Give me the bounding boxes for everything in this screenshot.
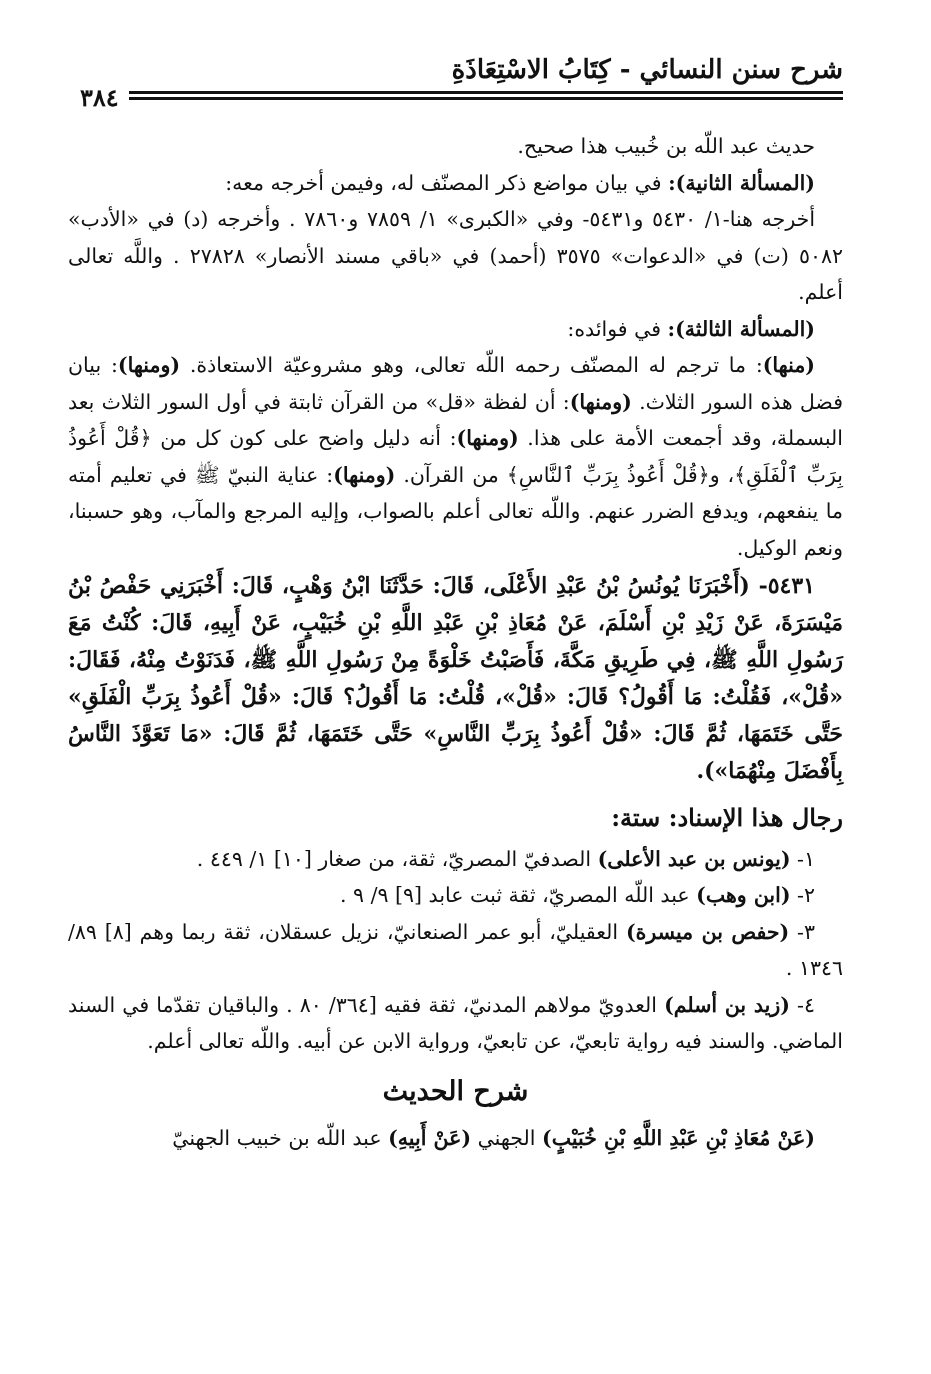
- hadith-text: ٥٤٣١- (أَخْبَرَنَا يُونُسُ بْنُ عَبْدِ الأَعْلَى، قَالَ: حَدَّثَنَا ابْنُ وَهْبٍ، قَالَ: أَخْبَرَنِي حَفْصُ بْنُ مَيْسَرَةَ، عَنْ زَيْدِ بْنِ أَسْلَمَ، عَنْ مُعَاذِ بْنِ عَبْدِ اللَّهِ بْنِ خُبَيْبٍ، عَنْ أَبِيهِ، قَالَ: كُنْتُ مَعَ رَسُولِ اللَّهِ ﷺ، فِي طَرِيقِ مَكَّةَ، فَأَصَبْتُ خَلْوَةً مِنْ رَسُولِ اللَّهِ ﷺ، فَدَنَوْتُ مِنْهُ، فَقَالَ: «قُلْ»، فَقُلْتُ: مَا أَقُولُ؟ قَالَ: «قُلْ»، قُلْتُ: مَا أَقُولُ؟ قَالَ: «قُلْ أَعُوذُ بِرَبِّ الْفَلَقِ» حَتَّى خَتَمَهَا، ثُمَّ قَالَ: «قُلْ أَعُوذُ بِرَبِّ النَّاسِ» حَتَّى خَتَمَهَا، ثُمَّ قَالَ: «مَا تَعَوَّذَ النَّاسُ بِأَفْضَلَ مِنْهُمَا»).: [68, 573, 844, 784]
- narrator-item: ١- (يونس بن عبد الأعلى) الصدفيّ المصريّ، ثقة، من صغار [١٠] ١/ ٤٤٩ .: [196, 846, 815, 871]
- paragraph-takhrij: أخرجه هنا-١/ ٥٤٣٠ و٥٤٣١- وفي «الكبرى» ١/ ٧٨٥٩ و٧٨٦٠ . وأخرجه (د) في «الأدب» ٥٠٨٢ (ت) في «الدعوات» ٣٥٧٥ (أحمد) في «باقي مسند الأنصار» ٢٧٨٢٨ . واللَّه تعالى أعلم.: [68, 207, 843, 304]
- page-header: [70, 55, 843, 112]
- issue-label: (المسألة الثانية):: [668, 170, 815, 195]
- sharh-heading: شرح الحديث: [382, 1075, 529, 1107]
- narrator-item: ٣- (حفص بن ميسرة) العقيليّ، أبو عمر الصنعانيّ، نزيل عسقلان، ثقة ربما وهم [٨] ٨٩/ ١٣٤٦ .: [68, 919, 843, 980]
- paragraph-hadith-grading: حديث عبد اللّه بن خُبيب هذا صحيح.: [517, 134, 815, 158]
- narrator-item: ٢- (ابن وهب) عبد اللّه المصريّ، ثقة ثبت عابد [٩] ٩/ ٩ .: [340, 883, 815, 907]
- sharh-first-line: (عَنْ مُعَاذِ بْنِ عَبْدِ اللَّهِ بْنِ خُبَيْبٍ) الجهني (عَنْ أَبِيهِ) عبد اللّه بن خبيب الجهنيّ: [172, 1126, 815, 1150]
- paragraph-second-issue: (المسألة الثانية): في بيان مواضع ذكر المصنّف له، وفيمن أخرجه معه:: [225, 170, 815, 195]
- paragraph-benefits: (منها): ما ترجم له المصنّف رحمه اللّه تعالى، وهو مشروعيّة الاستعاذة. (ومنها): بيان فضل هذه السور الثلاث. (ومنها): أن لفظة «قل» من القرآن ثابتة في أول السور الثلاث بعد البسملة، وقد أجمعت الأمة على هذا. (ومنها): أنه دليل واضح على كون كل من ﴿قُلْ أَعُوذُ بِرَبِّ ٱلْفَلَقِ﴾، و﴿قُلْ أَعُوذُ بِرَبِّ ٱلنَّاسِ﴾ من القرآن. (ومنها): عناية النبيّ ﷺ في تعليم أمته ما ينفعهم، ويدفع الضرر عنهم. واللّه تعالى أعلم بالصواب، وإليه المرجع والمآب، وهو حسبنا، ونعم الوكيل.: [68, 353, 843, 560]
- paragraph-third-issue: (المسألة الثالثة): في فوائده:: [567, 316, 815, 341]
- header-rule: [70, 91, 843, 94]
- page-body: [68, 128, 843, 1157]
- narrators-heading: رجال هذا الإسناد: ستة:: [611, 803, 843, 832]
- issue-label: (المسألة الثالثة):: [667, 316, 815, 341]
- header-rule-second: [70, 97, 843, 100]
- page-number: ٣٨٤: [70, 83, 129, 112]
- narrator-item: ٤- (زيد بن أسلم) العدويّ مولاهم المدنيّ، ثقة فقيه [٣٦٤/ ٨٠ . والباقيان تقدّما في السند الماضي. والسند فيه رواية تابعيّ، عن تابعيّ، ورواية الابن عن أبيه. واللّه تعالى أعلم.: [68, 992, 843, 1053]
- running-title: شرح سنن النسائي - كِتَابُ الاسْتِعَاذَةِ: [451, 55, 843, 85]
